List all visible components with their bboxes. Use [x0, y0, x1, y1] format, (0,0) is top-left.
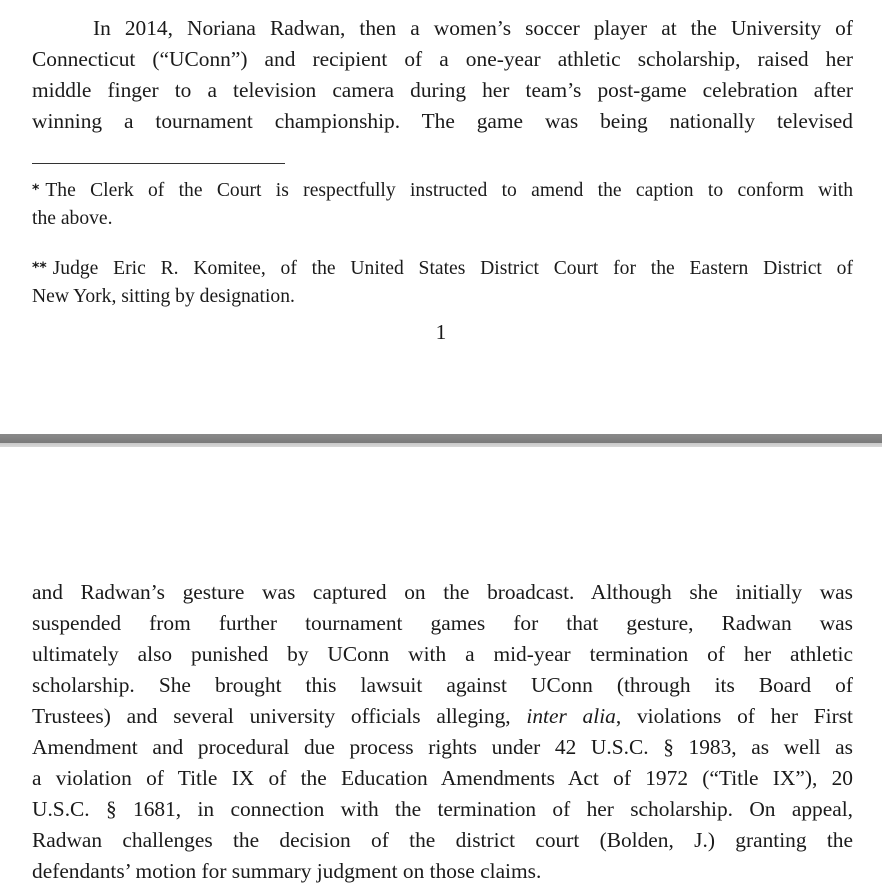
page-number: 1: [435, 320, 447, 344]
footnote: [32, 176, 853, 233]
paragraph-line: Radwan challenges the decision of the district court (Bolden, J.) granting the: [32, 828, 853, 852]
paragraph-line: ultimately also punished by UConn with a mid-year termination of her athletic: [32, 642, 853, 666]
footnote-marker: *: [32, 182, 40, 198]
footnote-line: New York, sitting by designation.: [32, 286, 295, 307]
paragraph-line: defendants’ motion for summary judgment on those claims.: [32, 859, 542, 883]
footnote-text: The Clerk of the Court is respectfully instructed to amend the caption to conform with: [45, 180, 853, 201]
footnote-line: [32, 176, 853, 205]
italic-latin-phrase: inter alia: [526, 704, 616, 728]
paragraph-line: Amendment and procedural due process rights under 42 U.S.C. § 1983, as well as: [32, 735, 853, 759]
paragraph-line: a violation of Title IX of the Education Amendments Act of 1972 (“Title IX”), 20: [32, 766, 853, 790]
footnote-marker: **: [32, 260, 47, 276]
footnote-line: the above.: [32, 208, 113, 229]
page-break-divider: [0, 434, 882, 447]
body-paragraph: [32, 577, 853, 887]
line-text: Trustees) and several university officials alleging,: [32, 704, 527, 728]
paragraph-line: and Radwan’s gesture was captured on the broadcast. Although she initially was: [32, 580, 853, 604]
footnote-line: [32, 254, 853, 283]
footnote: [32, 254, 853, 311]
paragraph-line: scholarship. She brought this lawsuit against UConn (through its Board of: [32, 673, 853, 697]
paragraph-line: middle finger to a television camera during her team’s post-game celebration after: [32, 78, 853, 102]
paragraph-line: U.S.C. § 1681, in connection with the termination of her scholarship. On appeal,: [32, 797, 853, 821]
line-text: , violations of her First: [615, 704, 853, 728]
document-page-1: [0, 0, 882, 434]
paragraph-line: [32, 701, 853, 732]
body-paragraph: [32, 13, 853, 137]
footnote-separator: [32, 163, 285, 164]
paragraph-line: winning a tournament championship. The game was being nationally televised: [32, 109, 853, 133]
paragraph-line: suspended from further tournament games for that gesture, Radwan was: [32, 611, 853, 635]
paragraph-line: Connecticut (“UConn”) and recipient of a one-year athletic scholarship, raised her: [32, 47, 853, 71]
paragraph-line: In 2014, Noriana Radwan, then a women’s soccer player at the University of: [93, 16, 853, 40]
footnote-text: Judge Eric R. Komitee, of the United States District Court for the Eastern District of: [52, 258, 853, 279]
